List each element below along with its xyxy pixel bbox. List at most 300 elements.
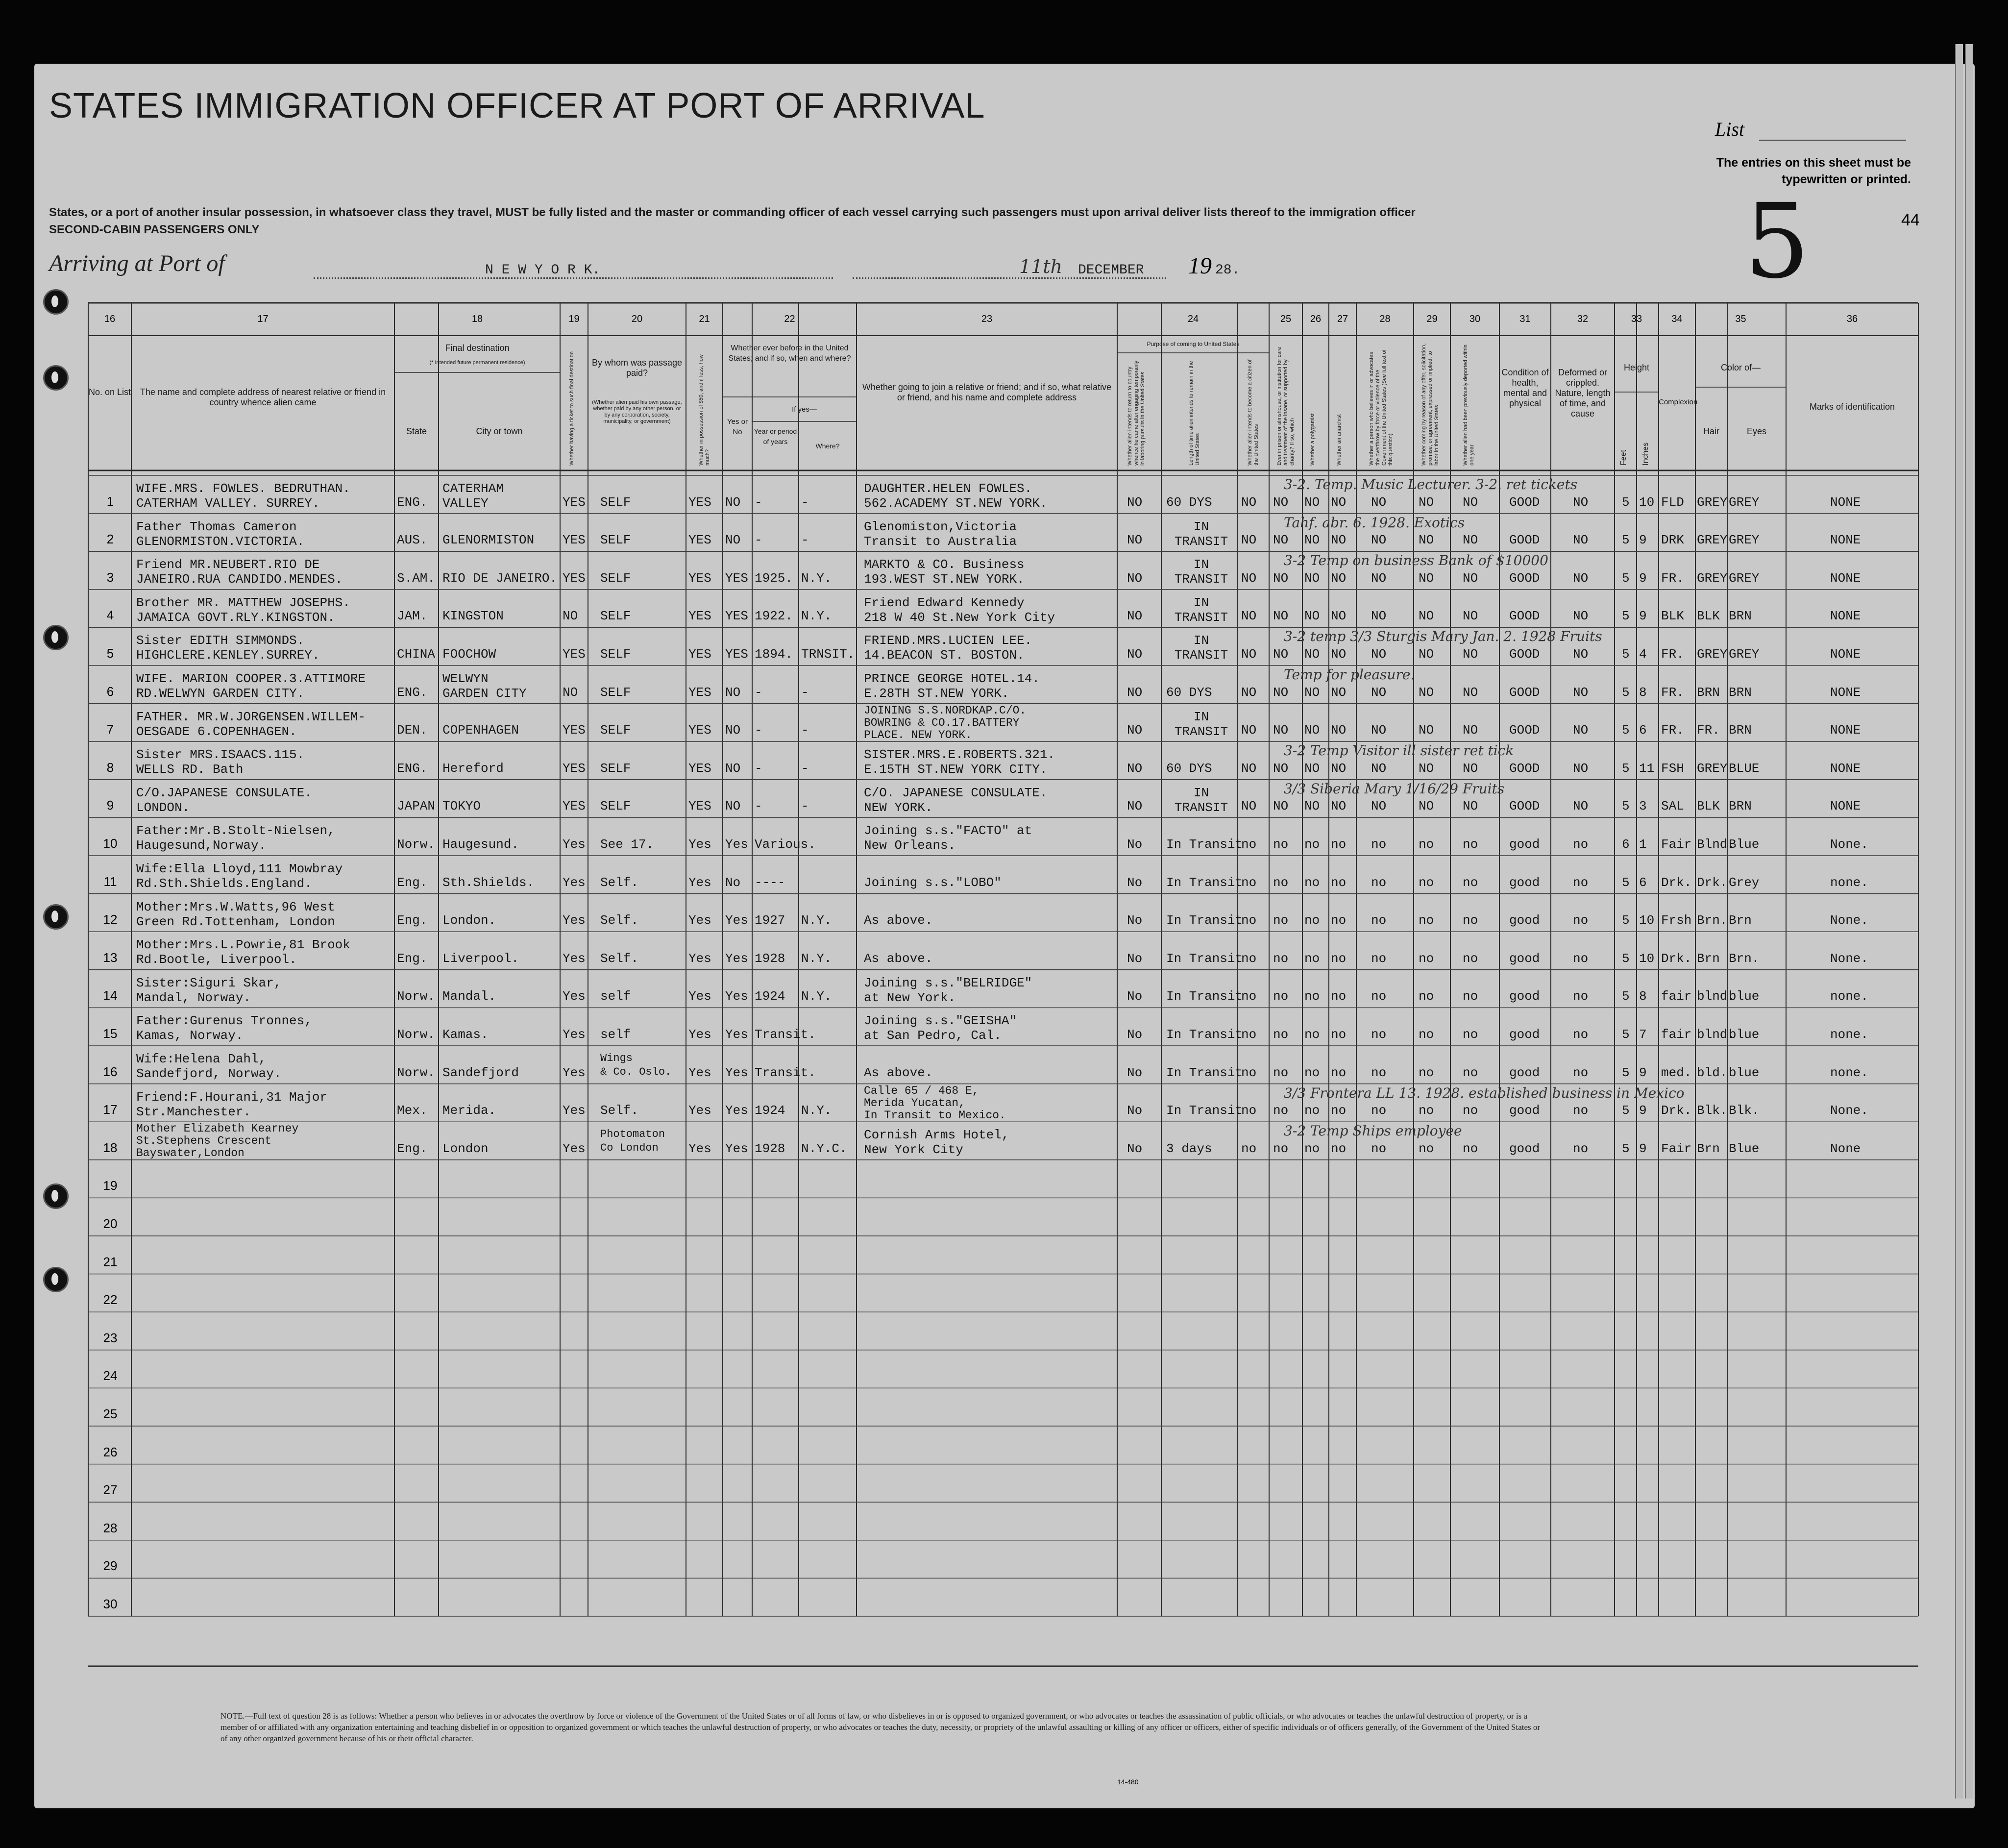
deformed-value: NO <box>1573 723 1589 738</box>
deported-value: no <box>1463 1027 1478 1042</box>
handwritten-annotation: Tahf. abr. 6. 1928. Exotics <box>1284 514 1465 531</box>
joining-relative: JOINING S.S.NORDKAP.C/O. BOWRING & CO.17.BATTERY PLACE. NEW YORK. <box>864 704 1027 741</box>
header-marks: Marks of identification <box>1809 402 1895 412</box>
destination-state: Eng. <box>397 875 428 890</box>
joining-relative: MARKTO & CO. Business 193.WEST ST.NEW YORK. <box>864 557 1025 587</box>
header-final-destination-note: (* Intended future permanent residence) <box>429 360 525 366</box>
health-value: good <box>1509 1103 1540 1118</box>
header-citizen-intent: Whether alien intends to become a citizen of the United States <box>1247 359 1259 466</box>
labor-offer-value: no <box>1419 1103 1434 1118</box>
joining-relative: As above. <box>864 913 933 928</box>
relative-address: Sister:Siguri Skar, Mandal, Norway. <box>136 975 282 1005</box>
row-number: 20 <box>103 1216 118 1231</box>
period-value: - <box>755 685 762 700</box>
form-number: 14-480 <box>1117 1778 1139 1786</box>
overthrow-value: no <box>1371 875 1387 890</box>
height-feet: 5 <box>1622 1141 1630 1156</box>
return-value: NO <box>1127 494 1143 510</box>
row-number: 22 <box>103 1292 118 1307</box>
height-inches: 9 <box>1639 609 1647 624</box>
destination-city: Liverpool. <box>442 951 519 966</box>
destination-city: Mandal. <box>442 989 496 1004</box>
handwritten-annotation: 3/3 Frontera LL 13. 1928. established business in Mexico <box>1284 1084 1685 1101</box>
prison-value: no <box>1273 1103 1289 1118</box>
hair-color: Brn <box>1697 1141 1720 1156</box>
length-of-stay: IN TRANSIT <box>1174 785 1228 815</box>
money-value: Yes <box>688 989 711 1004</box>
polygamist-value: no <box>1304 989 1320 1004</box>
height-feet: 5 <box>1622 913 1630 928</box>
return-value: No <box>1127 875 1143 890</box>
anarchist-value: no <box>1331 1141 1347 1156</box>
complexion-value: fair <box>1661 1027 1692 1042</box>
eye-color: Brn. <box>1729 951 1760 966</box>
anarchist-value: no <box>1331 837 1347 852</box>
hair-color: GREY <box>1697 570 1728 586</box>
return-value: No <box>1127 1141 1143 1156</box>
hair-color: FR. <box>1697 723 1720 738</box>
row-number: 13 <box>103 950 118 965</box>
overthrow-value: no <box>1371 989 1387 1004</box>
health-value: GOOD <box>1509 494 1540 510</box>
ticket-value: YES <box>563 723 586 738</box>
passage-paid-by: SELF <box>600 494 631 510</box>
column-number: 33 <box>1631 314 1642 324</box>
where-value: - <box>801 723 809 738</box>
anarchist-value: no <box>1331 951 1347 966</box>
relative-address: Wife:Ella Lloyd,111 Mowbray Rd.Sth.Shields.England. <box>136 862 343 891</box>
overthrow-value: no <box>1371 1103 1387 1118</box>
header-if-yes: If yes— <box>792 405 817 414</box>
joining-relative: PRINCE GEORGE HOTEL.14. E.28TH ST.NEW YORK. <box>864 671 1040 701</box>
ticket-value: YES <box>563 570 586 586</box>
identification-marks: none. <box>1830 875 1869 890</box>
relative-address: Mother:Mrs.W.Watts,96 West Green Rd.Tottenham, London <box>136 899 335 929</box>
complexion-value: FR. <box>1661 570 1684 586</box>
header-joining: Whether going to join a relative or friend; and if so, what relative or friend, and his name and complete address <box>862 382 1112 402</box>
eye-color: Grey <box>1729 875 1760 890</box>
before-in-us-value: No <box>725 875 741 890</box>
destination-city: FOOCHOW <box>442 647 496 662</box>
height-inches: 10 <box>1639 494 1655 510</box>
row-number: 21 <box>103 1254 118 1269</box>
height-feet: 5 <box>1622 1065 1630 1080</box>
period-value: 1925. <box>755 570 793 586</box>
joining-relative: C/O. JAPANESE CONSULATE. NEW YORK. <box>864 785 1048 815</box>
row-number: 3 <box>106 569 114 585</box>
height-inches: 8 <box>1639 989 1647 1004</box>
height-inches: 9 <box>1639 1103 1647 1118</box>
passage-paid-by: See 17. <box>600 837 654 852</box>
column-number: 28 <box>1379 314 1391 324</box>
eye-color: BRN <box>1729 685 1752 700</box>
arriving-label: Arriving at Port of <box>49 250 225 276</box>
header-prison: Ever in prison or almshouse, or institution for care and treatment of the insane, or supported by charity? If so, which <box>1276 346 1295 466</box>
anarchist-value: NO <box>1331 723 1347 738</box>
ticket-value: YES <box>563 761 586 776</box>
complexion-value: Drk. <box>1661 951 1692 966</box>
destination-state: AUS. <box>397 533 428 548</box>
deformed-value: no <box>1573 989 1589 1004</box>
row-number: 8 <box>106 760 114 775</box>
anarchist-value: NO <box>1331 685 1347 700</box>
column-number: 25 <box>1280 314 1292 324</box>
prison-value: NO <box>1273 570 1289 586</box>
arrival-day: 11th <box>1019 256 1063 277</box>
joining-relative: Glenomiston,Victoria Transit to Australia <box>864 519 1017 549</box>
before-in-us-value: Yes <box>725 1103 748 1118</box>
prison-value: no <box>1273 913 1289 928</box>
destination-state: S.AM. <box>397 570 436 586</box>
complexion-value: FR. <box>1661 723 1684 738</box>
anarchist-value: no <box>1331 1103 1347 1118</box>
relative-address: Mother:Mrs.L.Powrie,81 Brook Rd.Bootle, Liverpool. <box>136 937 350 967</box>
prison-value: NO <box>1273 647 1289 662</box>
period-value: - <box>755 533 762 548</box>
identification-marks: NONE <box>1830 494 1861 510</box>
destination-city: Kamas. <box>442 1027 489 1042</box>
ticket-value: Yes <box>563 1103 586 1118</box>
period-value: - <box>755 761 762 776</box>
destination-state: DEN. <box>397 723 428 738</box>
period-value: 1894. <box>755 647 793 662</box>
header-final-destination: Final destination <box>445 343 510 353</box>
length-of-stay: In Transit <box>1166 913 1243 928</box>
joining-relative: Joining s.s."FACTO" at New Orleans. <box>864 823 1032 853</box>
height-inches: 9 <box>1639 1141 1647 1156</box>
length-of-stay: 3 days <box>1166 1141 1212 1156</box>
height-feet: 5 <box>1622 609 1630 624</box>
hair-color: blnd. <box>1697 1027 1736 1042</box>
deported-value: NO <box>1463 723 1478 738</box>
health-value: good <box>1509 1027 1540 1042</box>
anarchist-value: no <box>1331 913 1347 928</box>
passage-paid-by: self <box>600 989 631 1004</box>
ticket-value: Yes <box>563 1065 586 1080</box>
eye-color: blue <box>1729 989 1760 1004</box>
polygamist-value: NO <box>1304 647 1320 662</box>
return-value: No <box>1127 951 1143 966</box>
row-number: 14 <box>103 988 118 1003</box>
prison-value: NO <box>1273 609 1289 624</box>
destination-state: Mex. <box>397 1103 428 1118</box>
length-of-stay: In Transit <box>1166 837 1243 852</box>
row-number: 2 <box>106 532 114 547</box>
row-number: 28 <box>103 1520 118 1535</box>
period-value: 1922. <box>755 609 793 624</box>
citizen-value: no <box>1241 1141 1257 1156</box>
ticket-value: YES <box>563 533 586 548</box>
length-of-stay: In Transit <box>1166 1027 1243 1042</box>
header-color-of: Color of— <box>1720 363 1761 372</box>
eye-color: GREY <box>1729 647 1760 662</box>
hair-color: BLK <box>1697 799 1720 814</box>
header-yes-or-no: Yes or No <box>727 418 748 436</box>
height-feet: 5 <box>1622 1027 1630 1042</box>
identification-marks: None <box>1830 1141 1861 1156</box>
header-before-in-us: Whether ever before in the United States; and if so, when and where? <box>728 344 851 363</box>
deformed-value: no <box>1573 913 1589 928</box>
header-health: Condition of health, mental and physical <box>1501 368 1549 408</box>
deformed-value: no <box>1573 1027 1589 1042</box>
height-inches: 9 <box>1639 1065 1647 1080</box>
anarchist-value: NO <box>1331 761 1347 776</box>
citizen-value: NO <box>1241 685 1257 700</box>
header-complexion: Complexion <box>1659 398 1698 406</box>
money-value: Yes <box>688 1027 711 1042</box>
deported-value: no <box>1463 1065 1478 1080</box>
money-value: Yes <box>688 1103 711 1118</box>
height-inches: 7 <box>1639 1027 1647 1042</box>
destination-state: ENG. <box>397 761 428 776</box>
period-value: ---- <box>755 875 785 890</box>
height-inches: 10 <box>1639 951 1655 966</box>
identification-marks: NONE <box>1830 647 1861 662</box>
height-feet: 5 <box>1622 685 1630 700</box>
complexion-value: fair <box>1661 989 1692 1004</box>
height-feet: 5 <box>1622 494 1630 510</box>
labor-offer-value: NO <box>1419 533 1434 548</box>
prison-value: no <box>1273 951 1289 966</box>
passage-paid-by: SELF <box>600 761 631 776</box>
row-number: 25 <box>103 1406 118 1421</box>
money-value: YES <box>688 761 711 776</box>
identification-marks: none. <box>1830 989 1869 1004</box>
overthrow-value: no <box>1371 913 1387 928</box>
year-suffix: 28. <box>1215 263 1240 278</box>
header-height: Height <box>1623 363 1650 372</box>
relative-address: Sister MRS.ISAACS.115. WELLS RD. Bath <box>136 747 305 777</box>
row-number: 26 <box>103 1444 118 1459</box>
deformed-value: NO <box>1573 609 1589 624</box>
row-number: 23 <box>103 1330 118 1345</box>
port-name: N E W Y O R K. <box>485 263 601 278</box>
column-number: 29 <box>1426 314 1438 324</box>
identification-marks: NONE <box>1830 570 1861 586</box>
ticket-value: YES <box>563 799 586 814</box>
row-number: 1 <box>106 493 114 509</box>
health-value: GOOD <box>1509 609 1540 624</box>
footnote: NOTE.—Full text of question 28 is as follows: Whether a person who believes in or advocates the overthrow by force or violence of the Government of the United States or of all forms of law, or who disbelieves in or is opposed to organized government, or who advocates or teaches the assassination of public officials, or who advocates or teaches the unlawful destruction of property, or is a member of or affiliated with any organization entertaining and teaching disbelief in or opposition to organized government or which teaches the unlawful destruction of property, or who advocates or teaches the duty, necessity, or propriety of the unlawful assaulting or killing of any officer or officers, either of specific individuals or of officers generally, of the Government of the United States or of any other organized government because of his or their official character. <box>220 1711 1541 1743</box>
complexion-value: DRK <box>1661 533 1684 548</box>
height-feet: 5 <box>1622 799 1630 814</box>
hair-color: GREY <box>1697 761 1728 776</box>
column-number: 32 <box>1577 314 1589 324</box>
year-prefix: 19 <box>1188 253 1212 279</box>
money-value: YES <box>688 494 711 510</box>
destination-state: JAPAN <box>397 799 436 814</box>
return-value: NO <box>1127 533 1143 548</box>
before-in-us-value: NO <box>725 723 741 738</box>
destination-city: London <box>442 1141 489 1156</box>
overthrow-value: NO <box>1371 799 1387 814</box>
row-number: 29 <box>103 1558 118 1574</box>
citizen-value: NO <box>1241 761 1257 776</box>
relative-address: Brother MR. MATTHEW JOSEPHS. JAMAICA GOVT.RLY.KINGSTON. <box>136 595 350 625</box>
deformed-value: NO <box>1573 533 1589 548</box>
labor-offer-value: NO <box>1419 494 1434 510</box>
deported-value: no <box>1463 837 1478 852</box>
hair-color: Blnd. <box>1697 837 1736 852</box>
labor-offer-value: no <box>1419 951 1434 966</box>
class-label: SECOND-CABIN PASSENGERS ONLY <box>49 223 260 236</box>
period-value: 1928 <box>755 951 785 966</box>
height-feet: 5 <box>1622 1103 1630 1118</box>
row-number: 4 <box>106 608 114 623</box>
return-value: NO <box>1127 609 1143 624</box>
deformed-value: NO <box>1573 685 1589 700</box>
health-value: GOOD <box>1509 647 1540 662</box>
destination-state: Eng. <box>397 1141 428 1156</box>
polygamist-value: no <box>1304 1027 1320 1042</box>
length-of-stay: 60 DYS <box>1166 685 1212 700</box>
height-inches: 10 <box>1639 913 1655 928</box>
polygamist-value: no <box>1304 1065 1320 1080</box>
row-number: 17 <box>103 1102 118 1117</box>
header-state: State <box>406 426 427 436</box>
return-value: NO <box>1127 685 1143 700</box>
overthrow-value: no <box>1371 1141 1387 1156</box>
polygamist-value: no <box>1304 913 1320 928</box>
polygamist-value: no <box>1304 1103 1320 1118</box>
period-value: - <box>755 723 762 738</box>
joining-relative: SISTER.MRS.E.ROBERTS.321. E.15TH ST.NEW YORK CITY. <box>864 747 1055 777</box>
before-in-us-value: Yes <box>725 1065 748 1080</box>
ticket-value: Yes <box>563 951 586 966</box>
where-value: - <box>801 494 809 510</box>
passage-paid-by: Photomaton Co London <box>600 1128 665 1155</box>
labor-offer-value: NO <box>1419 723 1434 738</box>
before-in-us-value: NO <box>725 533 741 548</box>
length-of-stay: 60 DYS <box>1166 761 1212 776</box>
row-number: 7 <box>106 722 114 737</box>
hair-color: bld. <box>1697 1065 1728 1080</box>
deported-value: no <box>1463 989 1478 1004</box>
money-value: Yes <box>688 837 711 852</box>
row-number: 27 <box>103 1482 118 1498</box>
overthrow-value: NO <box>1371 685 1387 700</box>
joining-relative: Joining s.s."LOBO" <box>864 875 1002 890</box>
citizen-value: NO <box>1241 494 1257 510</box>
deported-value: NO <box>1463 647 1478 662</box>
passage-paid-by: SELF <box>600 570 631 586</box>
health-value: GOOD <box>1509 799 1540 814</box>
labor-offer-value: no <box>1419 1027 1434 1042</box>
where-value: TRNSIT. <box>801 647 855 662</box>
header-length-of-stay: Length of time alien intends to remain in the United States <box>1188 361 1200 466</box>
money-value: YES <box>688 647 711 662</box>
where-value: N.Y. <box>801 951 832 966</box>
length-of-stay: 60 DYS <box>1166 494 1212 510</box>
header-deported: Whether alien had been previously deported within one year <box>1463 344 1475 466</box>
labor-offer-value: no <box>1419 1065 1434 1080</box>
before-in-us-value: NO <box>725 761 741 776</box>
identification-marks: none. <box>1830 1027 1869 1042</box>
eye-color: BLUE <box>1729 761 1760 776</box>
period-value: - <box>755 799 762 814</box>
length-of-stay: IN TRANSIT <box>1174 709 1228 739</box>
health-value: good <box>1509 1141 1540 1156</box>
anarchist-value: NO <box>1331 570 1347 586</box>
return-value: NO <box>1127 723 1143 738</box>
header-overthrow: Whether a person who believes in or advocates the overthrow by force or violence of the Government of the United States (See full text of this question) <box>1369 349 1394 466</box>
header-feet: Feet <box>1619 449 1628 466</box>
ticket-value: Yes <box>563 989 586 1004</box>
column-number: 22 <box>784 314 795 324</box>
polygamist-value: NO <box>1304 570 1320 586</box>
eye-color: BRN <box>1729 723 1752 738</box>
header-anarchist: Whether an anarchist <box>1336 414 1342 466</box>
period-value: 1927 <box>755 913 785 928</box>
destination-state: Eng. <box>397 951 428 966</box>
length-of-stay: In Transit <box>1166 989 1243 1004</box>
citizen-value: NO <box>1241 570 1257 586</box>
labor-offer-value: no <box>1419 989 1434 1004</box>
row-number: 18 <box>103 1140 118 1155</box>
handwritten-annotation: 3-2. Temp. Music Lecturer. 3-2. ret tickets <box>1284 476 1578 493</box>
deformed-value: no <box>1573 1141 1589 1156</box>
joining-relative: Friend Edward Kennedy 218 W 40 St.New York City <box>864 595 1055 625</box>
hair-color: GREY <box>1697 647 1728 662</box>
where-value: N.Y. <box>801 1103 832 1118</box>
passage-paid-by: self <box>600 1027 631 1042</box>
overthrow-value: NO <box>1371 723 1387 738</box>
labor-offer-value: NO <box>1419 570 1434 586</box>
column-number: 18 <box>471 314 483 324</box>
eye-color: blue <box>1729 1027 1760 1042</box>
labor-offer-value: NO <box>1419 799 1434 814</box>
ticket-value: YES <box>563 494 586 510</box>
deported-value: NO <box>1463 761 1478 776</box>
instructions-text: States, or a port of another insular possession, in whatsoever class they travel, MUST be fully listed and the master or commanding officer of each vessel carrying such passengers must upon arrival deliver lists thereof to the immigration officer <box>49 206 1416 219</box>
eye-color: BRN <box>1729 609 1752 624</box>
eye-color: Brn <box>1729 913 1752 928</box>
relative-address: Sister EDITH SIMMONDS. HIGHCLERE.KENLEY.SURREY. <box>136 633 320 663</box>
identification-marks: NONE <box>1830 685 1861 700</box>
height-feet: 5 <box>1622 989 1630 1004</box>
row-number: 11 <box>103 874 117 889</box>
deported-value: NO <box>1463 494 1478 510</box>
destination-state: ENG. <box>397 494 428 510</box>
money-value: YES <box>688 609 711 624</box>
health-value: good <box>1509 913 1540 928</box>
destination-city: WELWYN GARDEN CITY <box>442 671 527 701</box>
overthrow-value: NO <box>1371 570 1387 586</box>
health-value: GOOD <box>1509 685 1540 700</box>
column-number: 23 <box>981 314 993 324</box>
before-in-us-value: Yes <box>725 951 748 966</box>
complexion-value: Fair <box>1661 1141 1692 1156</box>
prison-value: no <box>1273 1027 1289 1042</box>
citizen-value: no <box>1241 989 1257 1004</box>
height-inches: 3 <box>1639 799 1647 814</box>
header-period: Year or period of years <box>754 427 797 445</box>
passage-paid-by: Self. <box>600 913 639 928</box>
return-value: No <box>1127 837 1143 852</box>
citizen-value: no <box>1241 1103 1257 1118</box>
relative-address: FATHER. MR.W.JORGENSEN.WILLEM- OESGADE 6.COPENHAGEN. <box>136 709 366 739</box>
hair-color: blnd. <box>1697 989 1736 1004</box>
anarchist-value: NO <box>1331 609 1347 624</box>
destination-city: KINGSTON <box>442 609 504 624</box>
list-label: List <box>1715 118 1745 140</box>
length-of-stay: In Transit <box>1166 875 1243 890</box>
column-number: 19 <box>568 314 580 324</box>
passage-paid-by: SELF <box>600 647 631 662</box>
prison-value: no <box>1273 837 1289 852</box>
before-in-us-value: Yes <box>725 913 748 928</box>
height-feet: 6 <box>1622 837 1630 852</box>
